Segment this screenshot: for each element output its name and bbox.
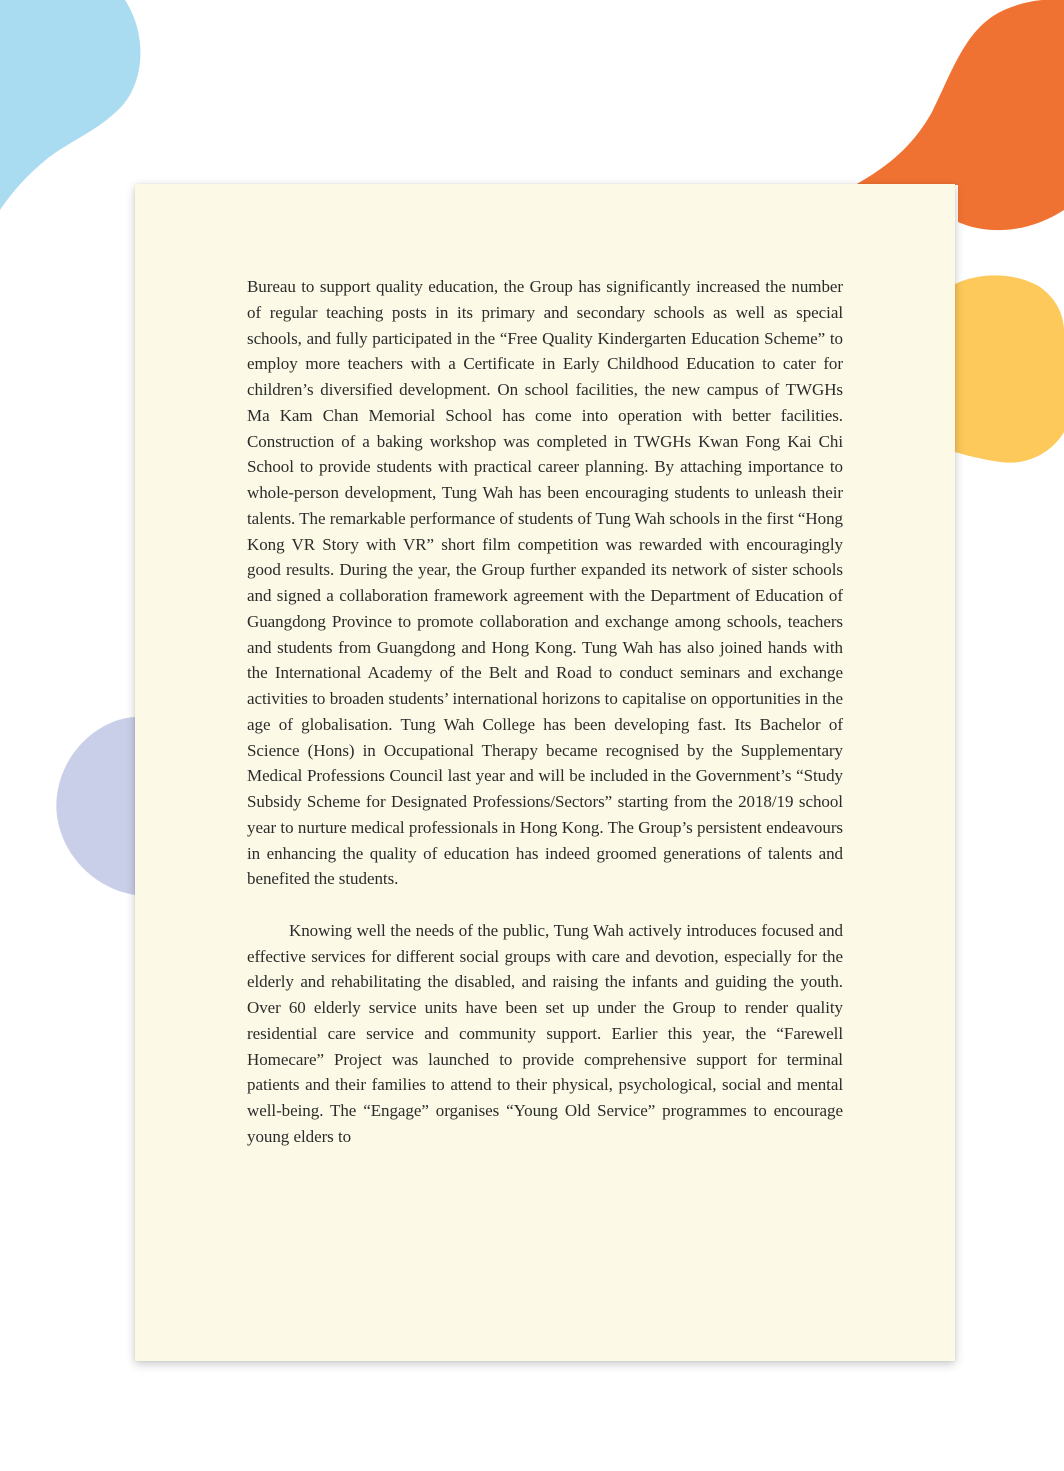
paragraph-education: Bureau to support quality education, the Group has significantly increased the number of regular teaching posts in its primary and secondary schools as well as special schools, and fully participated in the “Free Quality Kindergarten Education Scheme” to employ more teachers with a Certificate in Early Childhood Education to cater for children’s diversified development. On school facilities, the new campus of TWGHs Ma Kam Chan Memorial School has come into operation with better facilities. Construction of a baking workshop was completed in TWGHs Kwan Fong Kai Chi School to provide students with practical career planning. By attaching importance to whole-person development, Tung Wah has been encouraging students to unleash their talents. The remarkable performance of students of Tung Wah schools in the first “Hong Kong VR Story with VR” short film competition was rewarded with encouragingly good results. During the year, the Group further expanded its network of sister schools and signed a collaboration framework agreement with the Department of Education of Guangdong Province to promote collaboration and exchange among schools, teachers and students from Guangdong and Hong Kong. Tung Wah has also joined hands with the International Academy of the Belt and Road to conduct seminars and exchange activities to broaden students’ international horizons to capitalise on opportunities in the age of globalisation. Tung Wah College has been developing fast. Its Bachelor of Science (Hons) in Occupational Therapy became recognised by the Supplementary Medical Professions Council last year and will be included in the Government’s “Study Subsidy Scheme for Designated Professions/Sectors” starting from the 2018/19 school year to nurture medical professionals in Hong Kong. The Group’s persistent endeavours in enhancing the quality of education has indeed groomed generations of talents and benefited the students. xyxy=(247,277,843,889)
document-body xyxy=(247,274,843,1150)
decorative-yellow-blob xyxy=(940,272,1064,464)
document-page xyxy=(135,184,955,1361)
paragraph-social-services: Knowing well the needs of the public, Tung Wah actively introduces focused and effective services for different social groups with care and devotion, especially for the elderly and rehabilitating the disabled, and raising the infants and guiding the youth. Over 60 elderly service units have been set up under the Group to render quality residential care service and community support. Earlier this year, the “Farewell Homecare” Project was launched to provide comprehensive support for terminal patients and their families to attend to their physical, psychological, social and mental well-being. The “Engage” organises “Young Old Service” programmes to encourage young elders to xyxy=(247,920,843,1146)
decorative-blue-blob xyxy=(0,0,145,215)
